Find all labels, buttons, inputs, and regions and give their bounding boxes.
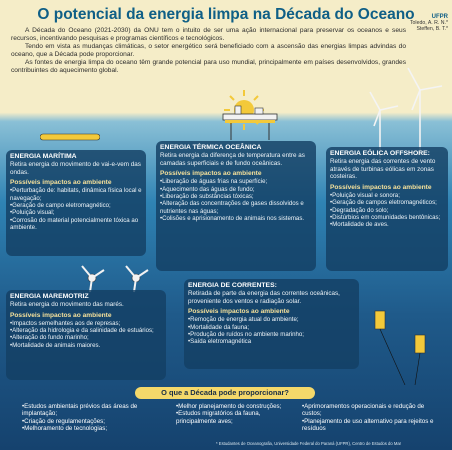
footer-note: * Estudantes de Oceanografia, Universidade Federal do Paraná (UFPR), Centro de Estudos do Mar: [216, 441, 402, 446]
author-line-1: Toledo, A. R. N.*: [409, 20, 448, 26]
box-heading: ENERGIA MARÍTIMA: [10, 153, 77, 160]
list-item: • Melhor planejamento de construções;: [176, 403, 291, 410]
intro-paragraph: Tendo em vista as mudanças climáticas, o setor energético será beneficiado com a ascensão das energias limpas advindas do oceano, que a Década pode proporcionar.: [11, 43, 406, 59]
box-heading: ENERGIA EÓLICA OFFSHORE:: [330, 150, 430, 157]
bottom-col-3: [302, 403, 442, 433]
list-item: • Estudos migratórios da fauna, principalmente aves;: [176, 410, 291, 425]
list-item: • Estudos ambientais prévios das áreas de implantação;: [22, 403, 162, 418]
intro-paragraph: A Década do Oceano (2021-2030) da ONU tem o intuito de ser uma ação internacional para preservar os oceanos e seus recursos, incentivando pesquisas e programas científicos e tecnológicos.: [11, 27, 406, 43]
box-energia-termica: [156, 141, 316, 271]
list-item: • Alteração das concentrações de gases dissolvidos e nutrientes nas águas;: [160, 200, 312, 215]
impacts-list: [10, 320, 162, 350]
impacts-list: [330, 192, 444, 229]
list-item: • Alteração da hidrologia e da salinidade de estuários;: [10, 327, 162, 334]
list-item: • Liberação de substâncias tóxicas;: [160, 193, 312, 200]
author-line-2: Steffen, B. T.*: [416, 26, 448, 32]
impacts-list: [160, 178, 312, 222]
list-item: • Poluição visual e sonora;: [330, 192, 444, 199]
bottom-col-2: [176, 403, 291, 425]
impacts-heading: Possíveis impactos ao ambiente: [10, 311, 112, 319]
author-credits: [410, 14, 448, 32]
impacts-heading: Possíveis impactos ao ambiente: [10, 179, 112, 187]
wave-buoy-icon: [40, 128, 100, 148]
box-description: Retira energia do movimento de vai-e-vem das ondas.: [10, 161, 141, 176]
list-item: • Melhoramento de tecnologias;: [22, 425, 162, 432]
list-item: • Mortalidade da fauna;: [188, 324, 355, 331]
box-description: Retira energia do movimento das marés.: [10, 301, 124, 308]
list-item: • Produção de ruídos no ambiente marinho;: [188, 331, 355, 338]
box-energia-eolica: [326, 147, 448, 271]
box-energia-maremotriz: [6, 290, 166, 380]
logo: UFPR: [431, 14, 448, 20]
list-item: • Alteração do fundo marinho;: [10, 334, 162, 341]
impacts-list: [188, 316, 355, 346]
thermal-platform-icon: [215, 100, 285, 140]
box-energia-maritima: [6, 150, 146, 256]
intro-paragraph: As fontes de energia limpa do oceano têm grande potencial para uso mundial, principalmente em países desenvolvidos, grandes contribuintes do aquecimento global.: [11, 59, 406, 75]
list-item: • Geração de campos eletromagnéticos;: [330, 199, 444, 206]
impacts-heading: Possíveis impactos ao ambiente: [188, 308, 290, 316]
list-item: • Corrosão do material potencialmente tóxica ao ambiente.: [10, 217, 142, 232]
bottom-col-1: [22, 403, 162, 433]
list-item: • Impactos semelhantes aos de represas;: [10, 320, 162, 327]
list-item: • Perturbação de: habitats, dinâmica física local e navegação;: [10, 187, 142, 202]
list-item: • Geração de campo eletromagnético;: [10, 202, 142, 209]
box-heading: ENERGIA MAREMOTRIZ: [10, 293, 89, 300]
list-item: • Saída eletromagnética: [188, 338, 355, 345]
list-item: • Colisões e aprisionamento de animais nos sistemas.: [160, 215, 312, 222]
box-description: Retira energia da diferença de temperatura entre as camadas superficiais e de fundo oceânicas.: [160, 152, 305, 167]
decada-banner: O que a Década pode proporcionar?: [135, 387, 315, 399]
list-item: • Liberação de águas frias na superfície;: [160, 178, 312, 185]
current-devices-icon: [345, 305, 445, 385]
box-energia-correntes: [184, 279, 359, 369]
page-title: O potencial da energia limpa na Década do Oceano: [37, 6, 415, 23]
list-item: • Mortalidade de aves.: [330, 221, 444, 228]
box-description: Retira energia das correntes de vento através de turbinas eólicas em zonas costeiras.: [330, 158, 436, 181]
impacts-list: [10, 187, 142, 231]
impacts-heading: Possíveis impactos ao ambiente: [330, 183, 432, 191]
list-item: • Aprimoramentos operacionais e redução de custos;: [302, 403, 442, 418]
box-description: Retirada de parte da energia das correntes oceânicas, proveniente dos ventos e radiação solar.: [188, 290, 340, 305]
list-item: • Criação de regulamentações;: [22, 418, 162, 425]
intro-text: [11, 27, 406, 76]
impacts-heading: Possíveis impactos ao ambiente: [160, 170, 262, 178]
list-item: • Distúrbios em comunidades bentônicas;: [330, 214, 444, 221]
box-heading: ENERGIA DE CORRENTES:: [188, 282, 277, 289]
list-item: • Degradação do solo;: [330, 207, 444, 214]
list-item: • Poluição visual;: [10, 209, 142, 216]
list-item: • Aquecimento das águas de fundo;: [160, 186, 312, 193]
list-item: • Remoção de energia atual do ambiente;: [188, 316, 355, 323]
box-heading: ENERGIA TÉRMICA OCEÂNICA: [160, 144, 262, 151]
list-item: • Mortalidade de animais maiores.: [10, 342, 162, 349]
list-item: • Planejamento de uso alternativo para rejeitos e resíduos: [302, 418, 442, 433]
